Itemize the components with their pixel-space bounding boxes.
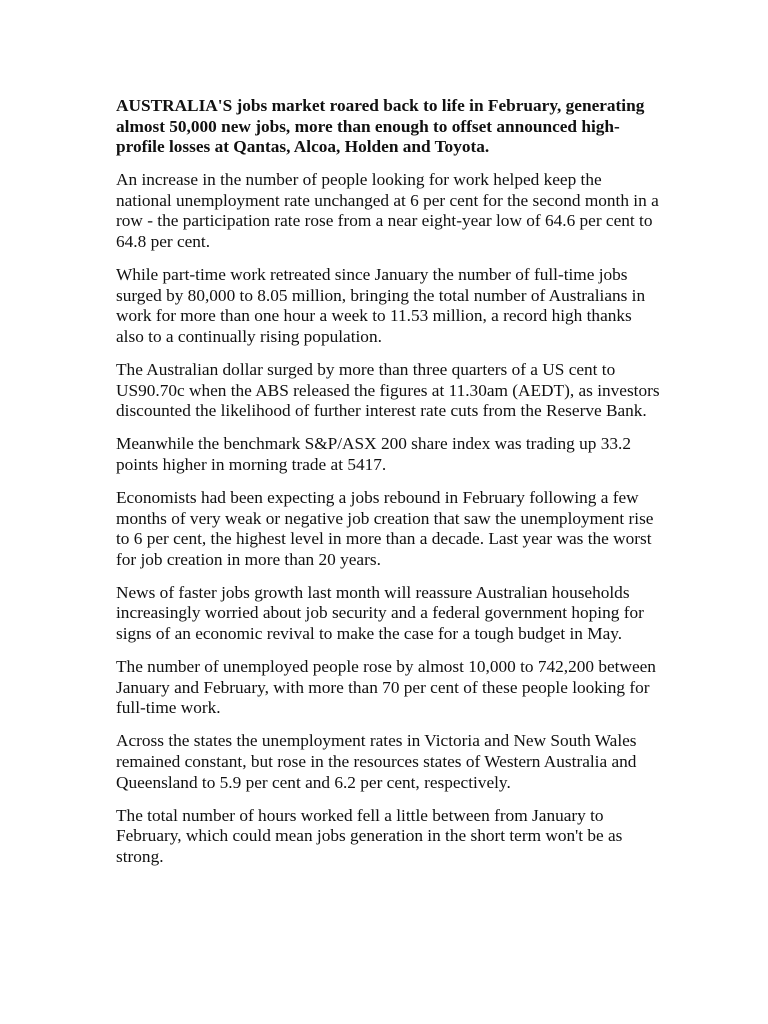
article-paragraph: Meanwhile the benchmark S&P/ASX 200 share index was trading up 33.2 points higher in morning trade at 5417.: [116, 434, 631, 474]
article-paragraph: Across the states the unemployment rates in Victoria and New South Wales remained constant, but rose in the resources states of Western Australia and Queensland to 5.9 per cent and 6.2 per cent, respectively.: [116, 731, 637, 792]
article-lede: AUSTRALIA'S jobs market roared back to life in February, generating almost 50,000 new jobs, more than enough to offset announced high-profile losses at Qantas, Alcoa, Holden and Toyota.: [116, 96, 645, 157]
article-body: [116, 96, 661, 880]
article-paragraph: News of faster jobs growth last month will reassure Australian households increasingly worried about job security and a federal government hoping for signs of an economic revival to make the case for a tough budget in May.: [116, 582, 644, 644]
article-paragraph: The Australian dollar surged by more than three quarters of a US cent to US90.70c when the ABS released the figures at 11.30am (AEDT), as investors discounted the likelihood of further interest rate cuts from the Reserve Bank.: [116, 360, 660, 421]
article-paragraph: The total number of hours worked fell a little between from January to February, which could mean jobs generation in the short term won't be as strong.: [116, 805, 623, 866]
article-paragraph: An increase in the number of people looking for work helped keep the national unemployment rate unchanged at 6 per cent for the second month in a row - the participation rate rose from a near eight-year low of 64.6 per cent to 64.8 per cent.: [116, 170, 659, 252]
article-paragraph: Economists had been expecting a jobs rebound in February following a few months of very weak or negative job creation that saw the unemployment rise to 6 per cent, the highest level in more than a decade. Last year was the worst for job creation in more than 20 years.: [116, 488, 654, 569]
article-paragraph: While part-time work retreated since January the number of full-time jobs surged by 80,000 to 8.05 million, bringing the total number of Australians in work for more than one hour a week to 11.53 million, a record high thanks also to a continually rising population.: [116, 265, 646, 346]
article-paragraph: The number of unemployed people rose by almost 10,000 to 742,200 between January and February, with more than 70 per cent of these people looking for full-time work.: [116, 657, 656, 718]
